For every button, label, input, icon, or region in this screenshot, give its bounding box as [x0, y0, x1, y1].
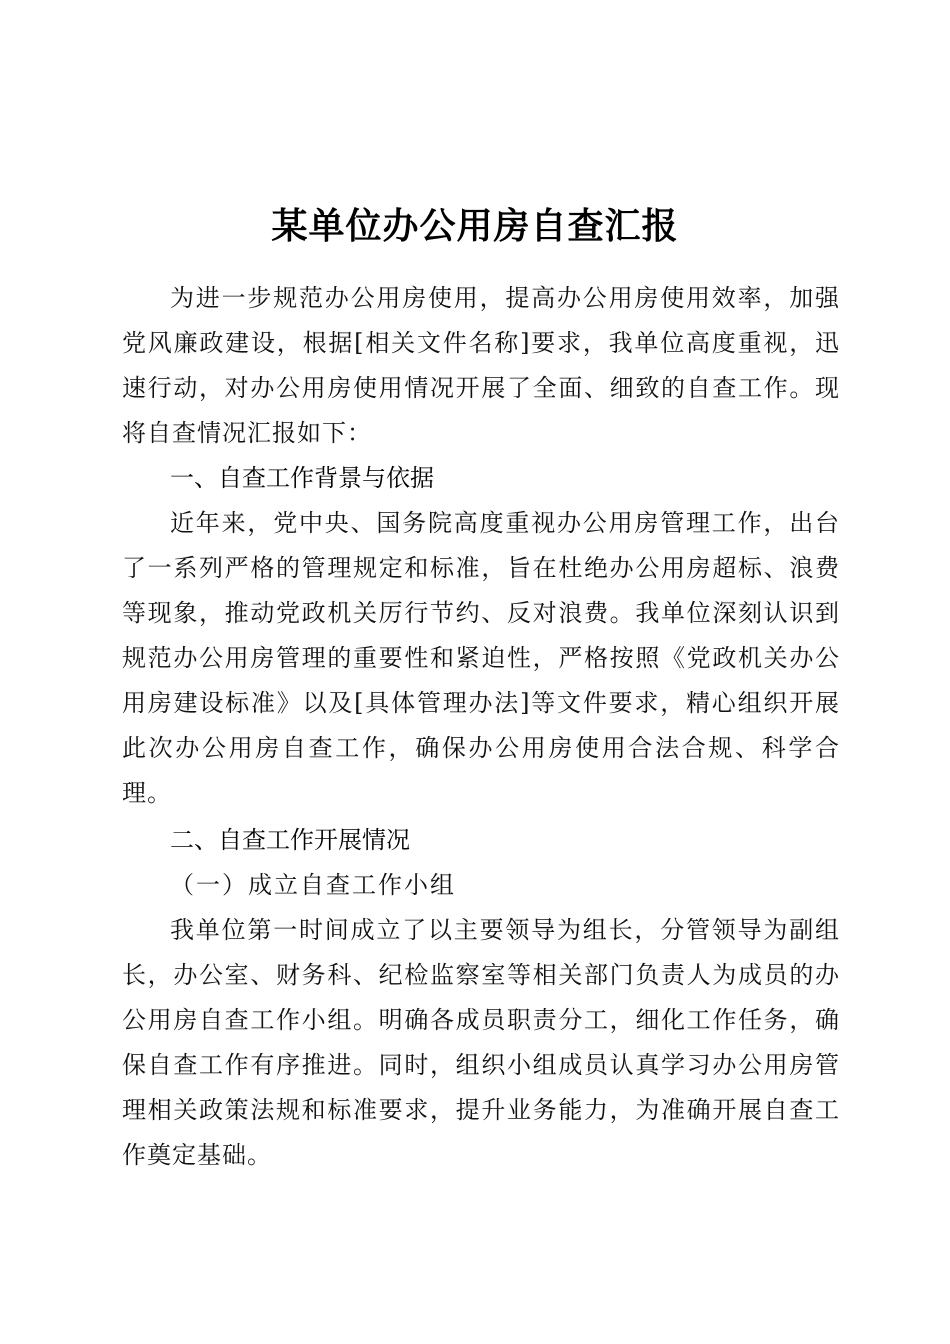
document-body: [122, 276, 840, 1178]
intro-paragraph: 为进一步规范办公用房使用，提高办公用房使用效率，加强党风廉政建设，根据[相关文件名称]要求，我单位高度重视，迅速行动，对办公用房使用情况开展了全面、细致的自查工作。现将自查情况汇报如下：: [122, 284, 840, 447]
section-2-heading: 二、自查工作开展情况: [170, 826, 410, 854]
section-1-heading: 一、自查工作背景与依据: [170, 464, 434, 492]
section-1-paragraph: 近年来，党中央、国务院高度重视办公用房管理工作，出台了一系列严格的管理规定和标准，旨在杜绝办公用房超标、浪费等现象，推动党政机关厉行节约、反对浪费。我单位深刻认识到规范办公用房管理的重要性和紧迫性，严格按照《党政机关办公用房建设标准》以及[具体管理办法]等文件要求，精心组织开展此次办公用房自查工作，确保办公用房使用合法合规、科学合理。: [122, 509, 840, 807]
document-title: 某单位办公用房自查汇报: [271, 205, 679, 248]
subsection-2-1-heading: （一）成立自查工作小组: [170, 871, 456, 899]
subsection-2-1-paragraph: 我单位第一时间成立了以主要领导为组长，分管领导为副组长，办公室、财务科、纪检监察室等相关部门负责人为成员的办公用房自查工作小组。明确各成员职责分工，细化工作任务，确保自查工作有序推进。同时，组织小组成员认真学习办公用房管理相关政策法规和标准要求，提升业务能力，为准确开展自查工作奠定基础。: [122, 916, 840, 1169]
